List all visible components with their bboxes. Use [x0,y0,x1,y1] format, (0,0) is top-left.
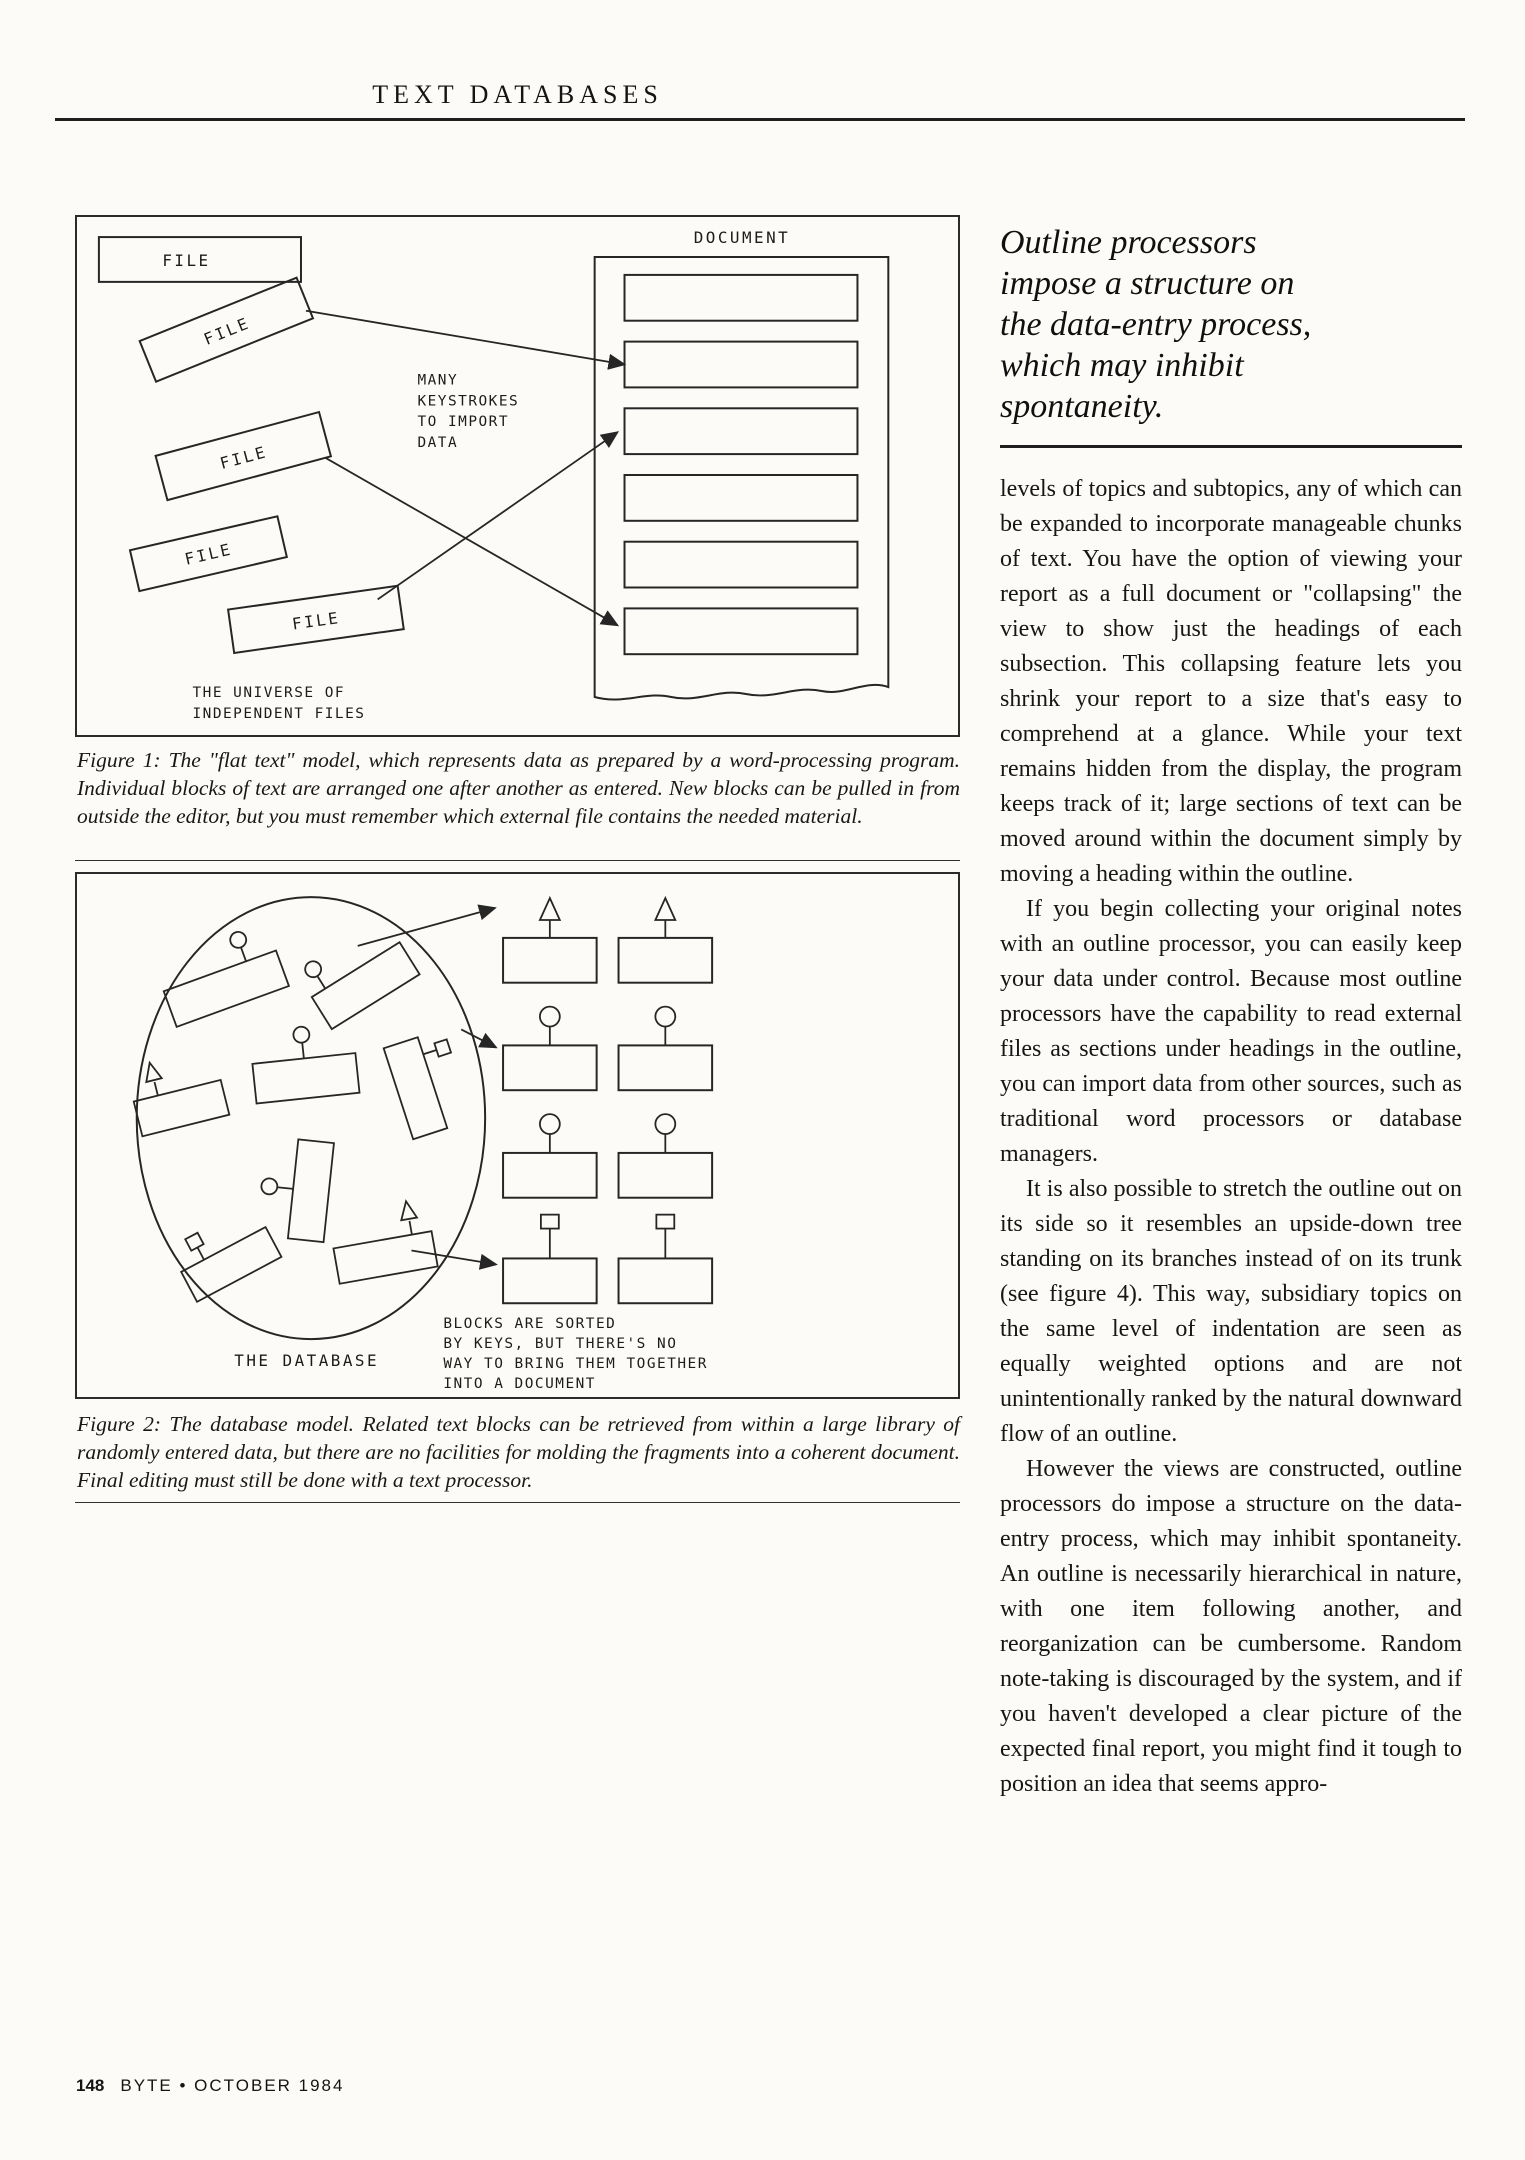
page-title: TEXT DATABASES [372,80,663,109]
svg-text:TO IMPORT: TO IMPORT [417,414,510,431]
database-ellipse [137,897,485,1339]
file-box-2 [140,278,313,382]
svg-text:BY KEYS, BUT THERE'S NO: BY KEYS, BUT THERE'S NO [443,1336,678,1353]
svg-text:INTO A DOCUMENT: INTO A DOCUMENT [443,1375,596,1392]
keystrokes-annotation [417,372,519,451]
magazine-name: BYTE • OCTOBER 1984 [120,2076,345,2095]
caption-divider [75,860,960,861]
svg-text:DATA: DATA [417,435,459,452]
file-box-4 [130,516,287,591]
article-paragraph: It is also possible to stretch the outline out on its side so it resembles an upside-down tree standing on its branches instead of on its trunk (see figure 4). This way, subsidiary topics on the same level of indentation are seen as equally weighted options and are not unintentionally ranked by the natural downward flow of an outline. [1000,1176,1462,1447]
pull-quote [1000,222,1462,427]
article-body [1000,472,1462,1802]
svg-text:WAY TO BRING THEM TOGETHER: WAY TO BRING THEM TOGETHER [443,1355,708,1372]
svg-text:BLOCKS ARE SORTED: BLOCKS ARE SORTED [443,1316,617,1333]
database-record [384,1029,473,1139]
retrieval-arrow [461,1029,496,1047]
quote-divider [1000,445,1462,448]
pull-quote-line: which may inhibit [1000,347,1244,384]
database-record [153,921,289,1026]
pull-quote-line: the data-entry process, [1000,306,1312,343]
caption-divider [75,1502,960,1503]
file-box-1 [99,237,301,282]
import-arrow [306,311,625,365]
database-record [295,916,419,1029]
pull-quote-line: Outline processors [1000,224,1257,261]
sorted-blocks [503,898,712,1303]
file-box-5 [228,586,404,653]
header-divider [55,118,1465,121]
file-label: FILE [200,313,253,349]
database-record [328,1198,438,1284]
file-label: FILE [182,539,235,569]
database-record [256,1136,334,1242]
svg-text:MANY: MANY [417,372,459,389]
database-record [249,1021,359,1103]
figure-2-diagram [75,872,960,1399]
pull-quote-line: spontaneity. [1000,388,1164,425]
article-column [1000,222,1462,1802]
universe-annotation [192,685,365,722]
file-label: FILE [217,442,270,473]
page-number: 148 [76,2076,105,2095]
svg-text:INDEPENDENT FILES: INDEPENDENT FILES [192,705,366,722]
document-blocks [625,275,858,654]
sorted-annotation [443,1316,708,1392]
file-label: FILE [290,608,342,634]
pull-quote-line: impose a structure on [1000,265,1295,302]
import-arrow [326,458,618,625]
article-paragraph: However the views are constructed, outline processors do impose a structure on the data-entry process, which may inhibit spontaneity. An outline is necessarily hierarchical in nature, with one item following another, and reorganization can be cumbersome. Random note-taking is discouraged by the system, and if you haven't developed a clear picture of the expected final report, you might find it tough to position an idea that seems appro- [1000,1456,1462,1797]
import-arrow [378,432,618,599]
figure-1-diagram [75,215,960,737]
page-footer [76,2076,344,2096]
database-label: THE DATABASE [234,1350,380,1370]
svg-text:KEYSTROKES: KEYSTROKES [417,393,520,410]
figure-2-caption: Figure 2: The database model. Related text blocks can be retrieved from within a large library of randomly entered data, but there are no facilities for molding the fragments into a coherent document. Final editing must still be done with a text processor. [77,1412,960,1492]
figure-1-caption: Figure 1: The "flat text" model, which represents data as prepared by a word-processing program. Individual blocks of text are arranged one after another as entered. New blocks can be pulled in from outside the editor, but you must remember which external file contains the needed material. [77,748,960,828]
svg-text:THE UNIVERSE OF: THE UNIVERSE OF [192,684,346,701]
database-record [126,1047,230,1136]
retrieval-arrow [411,1250,496,1264]
article-paragraph: levels of topics and subtopics, any of which can be expanded to incorporate manageable chunks of text. You have the option of viewing your report as a full document or "collapsing" the view to show just the headings of each subsection. This collapsing feature lets you shrink your report to a size that's easy to comprehend at a glance. While your text remains hidden from the display, the program keeps track of it; large sections of text can be moved around within the document simply by moving a heading within the outline. [1000,476,1462,887]
file-box-3 [156,412,331,500]
file-label: FILE [162,250,211,270]
document-outline [595,257,889,700]
article-paragraph: If you begin collecting your original notes with an outline processor, you can easily keep your data under control. Because most outline processors have the capability to read external files as sections under headings in the outline, you can import data from other sources, such as traditional word processors or database managers. [1000,896,1462,1167]
database-record [169,1203,282,1301]
document-label: DOCUMENT [693,228,791,248]
